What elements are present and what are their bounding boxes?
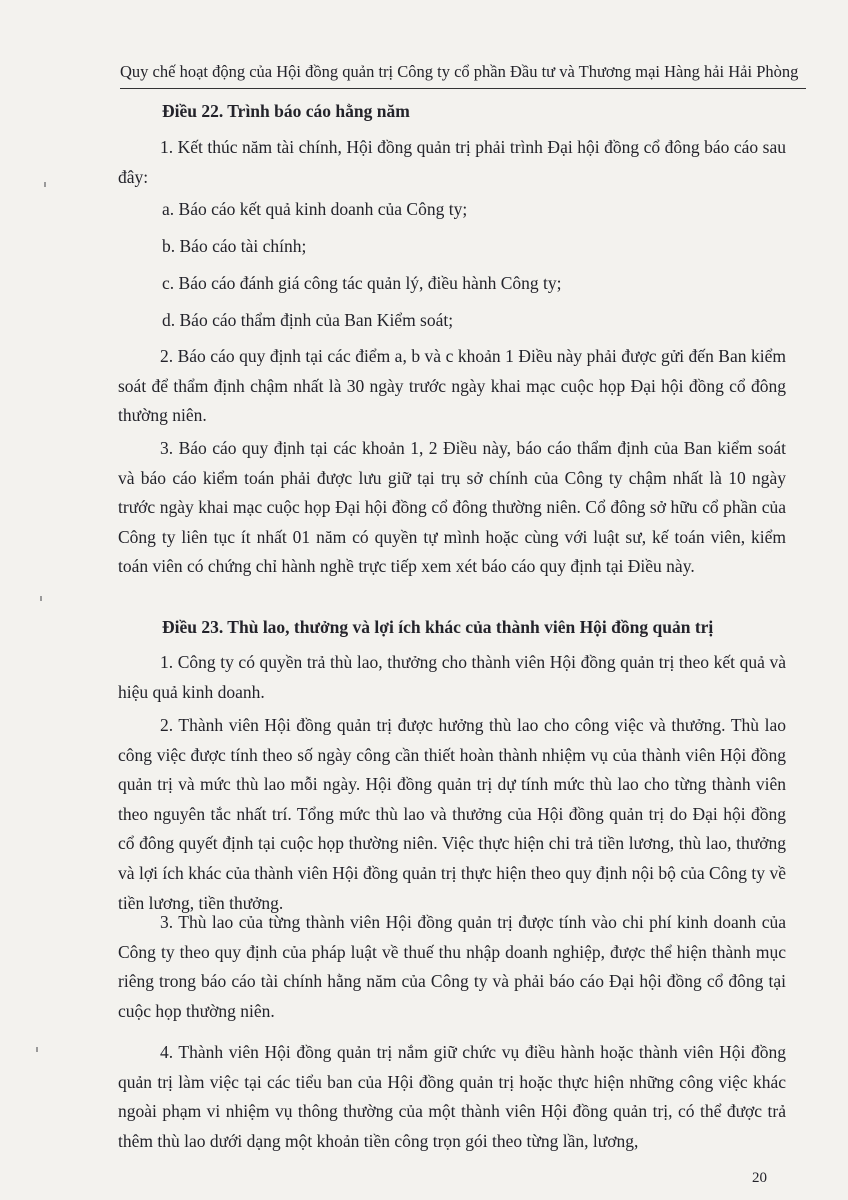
scan-speck <box>44 182 46 187</box>
page-number: 20 <box>752 1170 767 1186</box>
article-22-item-a: a. Báo cáo kết quả kinh doanh của Công ty; <box>162 199 468 219</box>
article-22-item-d: d. Báo cáo thẩm định của Ban Kiểm soát; <box>162 310 454 330</box>
article-23-paragraph-2: 2. Thành viên Hội đồng quản trị được hưởng thù lao cho công việc và thưởng. Thù lao công việc được tính theo số ngày công cần thiết hoàn thành nhiệm vụ của thành viên Hội đồng quản trị và mức thù lao mỗi ngày. Hội đồng quản trị dự tính mức thù lao cho từng thành viên theo nguyên tắc nhất trí. Tổng mức thù lao và thưởng của Hội đồng quản trị do Đại hội đồng cổ đông quyết định tại cuộc họp thường niên. Việc thực hiện chi trả tiền lương, thù lao, thưởng và lợi ích khác của thành viên Hội đồng quản trị thực hiện theo quy định nội bộ của Công ty về tiền lương, tiền thưởng. <box>118 715 786 913</box>
article-23-paragraph-1: 1. Công ty có quyền trả thù lao, thưởng cho thành viên Hội đồng quản trị theo kết quả và hiệu quả kinh doanh. <box>118 652 786 702</box>
scan-speck <box>40 596 42 601</box>
article-22-item-b: b. Báo cáo tài chính; <box>162 236 307 256</box>
scan-speck <box>36 1047 38 1052</box>
article-22-heading: Điều 22. Trình báo cáo hằng năm <box>162 101 410 121</box>
article-22-item-c: c. Báo cáo đánh giá công tác quản lý, điều hành Công ty; <box>162 273 562 293</box>
article-23-paragraph-4: 4. Thành viên Hội đồng quản trị nắm giữ chức vụ điều hành hoặc thành viên Hội đồng quản trị làm việc tại các tiểu ban của Hội đồng quản trị hoặc thực hiện những công việc khác ngoài phạm vi nhiệm vụ thông thường của một thành viên Hội đồng quản trị, có thể được trả thêm thù lao dưới dạng một khoản tiền công trọn gói theo từng lần, lương, <box>118 1042 786 1151</box>
article-22-paragraph-3: 3. Báo cáo quy định tại các khoản 1, 2 Điều này, báo cáo thẩm định của Ban kiểm soát và báo cáo kiểm toán phải được lưu giữ tại trụ sở chính của Công ty chậm nhất là 10 ngày trước ngày khai mạc cuộc họp Đại hội đồng cổ đông thường niên. Cổ đông sở hữu cổ phần của Công ty liên tục ít nhất 01 năm có quyền tự mình hoặc cùng với luật sư, kế toán viên, kiểm toán viên có chứng chỉ hành nghề trực tiếp xem xét báo cáo quy định tại Điều này. <box>118 438 786 577</box>
article-23-paragraph-3: 3. Thù lao của từng thành viên Hội đồng quản trị được tính vào chi phí kinh doanh của Công ty theo quy định của pháp luật về thuế thu nhập doanh nghiệp, được thể hiện thành mục riêng trong báo cáo tài chính hằng năm của Công ty và phải báo cáo Đại hội đồng cổ đông tại cuộc họp thường niên. <box>118 912 786 1021</box>
running-header: Quy chế hoạt động của Hội đồng quản trị Công ty cổ phần Đầu tư và Thương mại Hàng hải Hải Phòng <box>120 62 806 89</box>
article-23-heading: Điều 23. Thù lao, thưởng và lợi ích khác của thành viên Hội đồng quản trị <box>162 617 714 637</box>
article-22-paragraph-2: 2. Báo cáo quy định tại các điểm a, b và c khoản 1 Điều này phải được gửi đến Ban kiểm soát để thẩm định chậm nhất là 30 ngày trước ngày khai mạc cuộc họp Đại hội đồng cổ đông thường niên. <box>118 346 786 426</box>
article-22-paragraph-1: 1. Kết thúc năm tài chính, Hội đồng quản trị phải trình Đại hội đồng cổ đông báo cáo sau đây: <box>118 137 786 187</box>
